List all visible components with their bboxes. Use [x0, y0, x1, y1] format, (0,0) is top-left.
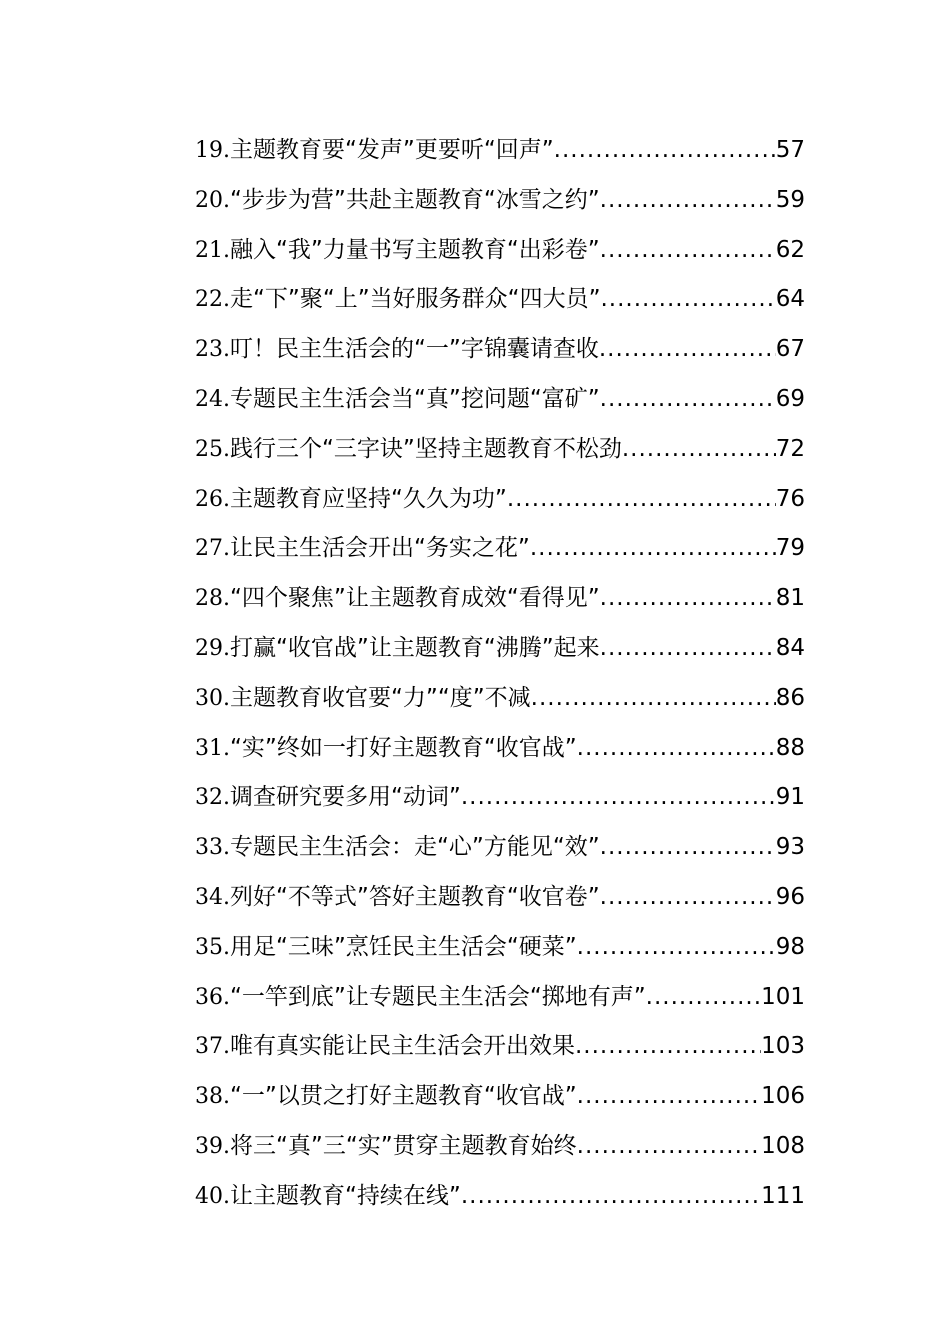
entry-page-number: 79	[775, 535, 805, 562]
entry-title: 主题教育收官要“力”“度”不减	[230, 684, 531, 711]
entry-title: “四个聚焦”让主题教育成效“看得见”	[230, 585, 600, 612]
toc-entry-36[interactable]	[195, 973, 805, 1023]
entry-page-number: 96	[775, 883, 805, 910]
entry-page-number: 69	[775, 385, 805, 412]
toc-entry-24[interactable]	[195, 375, 805, 425]
dot-leader	[577, 1122, 761, 1172]
dot-leader	[600, 226, 776, 276]
entry-number: 33.	[195, 835, 230, 861]
entry-title: 调查研究要多用“动词”	[230, 784, 461, 811]
entry-title: 践行三个“三字诀”坚持主题教育不松劲	[230, 435, 622, 462]
entry-title: 专题民主生活会当“真”挖问题“富矿”	[230, 385, 600, 412]
entry-number: 36.	[195, 984, 230, 1010]
toc-entry-38[interactable]	[195, 1072, 805, 1122]
entry-number: 39.	[195, 1133, 230, 1159]
entry-page-number: 57	[775, 137, 805, 163]
entry-title: 主题教育要“发声”更要听“回声”	[230, 137, 554, 163]
entry-number: 35.	[195, 934, 230, 960]
dot-leader	[577, 1072, 761, 1122]
entry-page-number: 93	[775, 834, 805, 861]
entry-title: “实”终如一打好主题教育“收官战”	[230, 734, 577, 761]
dot-leader	[600, 624, 776, 674]
entry-number: 28.	[195, 586, 230, 612]
dot-leader	[531, 674, 776, 724]
entry-number: 20.	[195, 187, 230, 213]
dot-leader	[577, 724, 776, 774]
entry-title: “一竿到底”让专题民主生活会“掷地有声”	[230, 983, 646, 1010]
entry-title: 打赢“收官战”让主题教育“沸腾”起来	[230, 634, 600, 661]
dot-leader	[575, 1022, 761, 1072]
entry-title: 将三“真”三“实”贯穿主题教育始终	[230, 1132, 577, 1159]
toc-entry-33[interactable]	[195, 823, 805, 873]
entry-page-number: 81	[775, 585, 805, 612]
entry-number: 40.	[195, 1183, 230, 1209]
dot-leader	[622, 425, 776, 475]
toc-entry-21[interactable]	[195, 226, 805, 276]
entry-page-number: 72	[775, 435, 805, 462]
dot-leader	[600, 823, 776, 873]
dot-leader	[600, 176, 776, 226]
entry-page-number: 84	[775, 634, 805, 661]
entry-title: 走“下”聚“上”当好服务群众“四大员”	[230, 286, 601, 313]
entry-page-number: 88	[775, 734, 805, 761]
dot-leader	[600, 873, 776, 923]
entry-title: “一”以贯之打好主题教育“收官战”	[230, 1083, 577, 1110]
dot-leader	[600, 574, 776, 624]
entry-page-number: 86	[775, 684, 805, 711]
entry-number: 31.	[195, 735, 230, 761]
toc-entry-40[interactable]	[195, 1172, 805, 1222]
entry-title: 让主题教育“持续在线”	[230, 1182, 461, 1209]
entry-title: 唯有真实能让民主生活会开出效果	[230, 1033, 575, 1060]
entry-title: 专题民主生活会：走“心”方能见“效”	[230, 834, 600, 861]
toc-entry-26[interactable]	[195, 475, 805, 525]
dot-leader	[600, 375, 776, 425]
entry-number: 38.	[195, 1084, 230, 1110]
entry-page-number: 62	[775, 236, 805, 263]
entry-title: 用足“三味”烹饪民主生活会“硬菜”	[230, 933, 577, 960]
entry-page-number: 108	[761, 1132, 805, 1159]
entry-title: “步步为营”共赴主题教育“冰雪之约”	[230, 186, 600, 213]
entry-number: 29.	[195, 635, 230, 661]
entry-page-number: 59	[775, 186, 805, 213]
entry-page-number: 106	[761, 1083, 805, 1110]
entry-title: 融入“我”力量书写主题教育“出彩卷”	[230, 236, 600, 263]
entry-number: 34.	[195, 884, 230, 910]
entry-number: 26.	[195, 486, 230, 512]
entry-number: 22.	[195, 287, 230, 313]
entry-number: 27.	[195, 536, 230, 562]
toc-entry-27[interactable]	[195, 524, 805, 574]
entry-page-number: 64	[775, 286, 805, 313]
entry-number: 24.	[195, 386, 230, 412]
toc-entry-19[interactable]	[195, 126, 805, 176]
entry-title: 让民主生活会开出“务实之花”	[230, 535, 530, 562]
entry-page-number: 98	[775, 933, 805, 960]
toc-entry-25[interactable]	[195, 425, 805, 475]
entry-page-number: 103	[761, 1033, 805, 1060]
entry-number: 30.	[195, 685, 230, 711]
toc-entry-37[interactable]	[195, 1022, 805, 1072]
toc-entry-34[interactable]	[195, 873, 805, 923]
entry-title: 列好“不等式”答好主题教育“收官卷”	[230, 883, 600, 910]
toc-entry-29[interactable]	[195, 624, 805, 674]
entry-number: 23.	[195, 337, 230, 363]
dot-leader	[554, 126, 776, 176]
entry-page-number: 101	[761, 983, 805, 1010]
entry-number: 25.	[195, 436, 230, 462]
toc-entry-30[interactable]	[195, 674, 805, 724]
toc-entry-39[interactable]	[195, 1122, 805, 1172]
dot-leader	[461, 773, 776, 823]
toc-entry-23[interactable]	[195, 325, 805, 375]
entry-page-number: 76	[775, 485, 805, 512]
dot-leader	[530, 524, 776, 574]
toc-entry-22[interactable]	[195, 275, 805, 325]
entry-number: 19.	[195, 138, 230, 163]
toc-entry-20[interactable]	[195, 176, 805, 226]
entry-title: 叮！民主生活会的“一”字锦囊请查收	[230, 336, 599, 363]
entry-number: 37.	[195, 1034, 230, 1060]
toc-entry-31[interactable]	[195, 724, 805, 774]
entry-page-number: 111	[761, 1182, 805, 1209]
entry-number: 21.	[195, 237, 230, 263]
toc-entry-28[interactable]	[195, 574, 805, 624]
dot-leader	[601, 275, 776, 325]
dot-leader	[461, 1172, 761, 1222]
dot-leader	[599, 325, 776, 375]
entry-title: 主题教育应坚持“久久为功”	[230, 485, 507, 512]
table-of-contents	[195, 126, 805, 1222]
dot-leader	[646, 973, 761, 1023]
entry-page-number: 91	[775, 784, 805, 811]
toc-entry-32[interactable]	[195, 773, 805, 823]
toc-entry-35[interactable]	[195, 923, 805, 973]
entry-page-number: 67	[775, 336, 805, 363]
entry-number: 32.	[195, 785, 230, 811]
dot-leader	[507, 475, 776, 525]
dot-leader	[577, 923, 776, 973]
